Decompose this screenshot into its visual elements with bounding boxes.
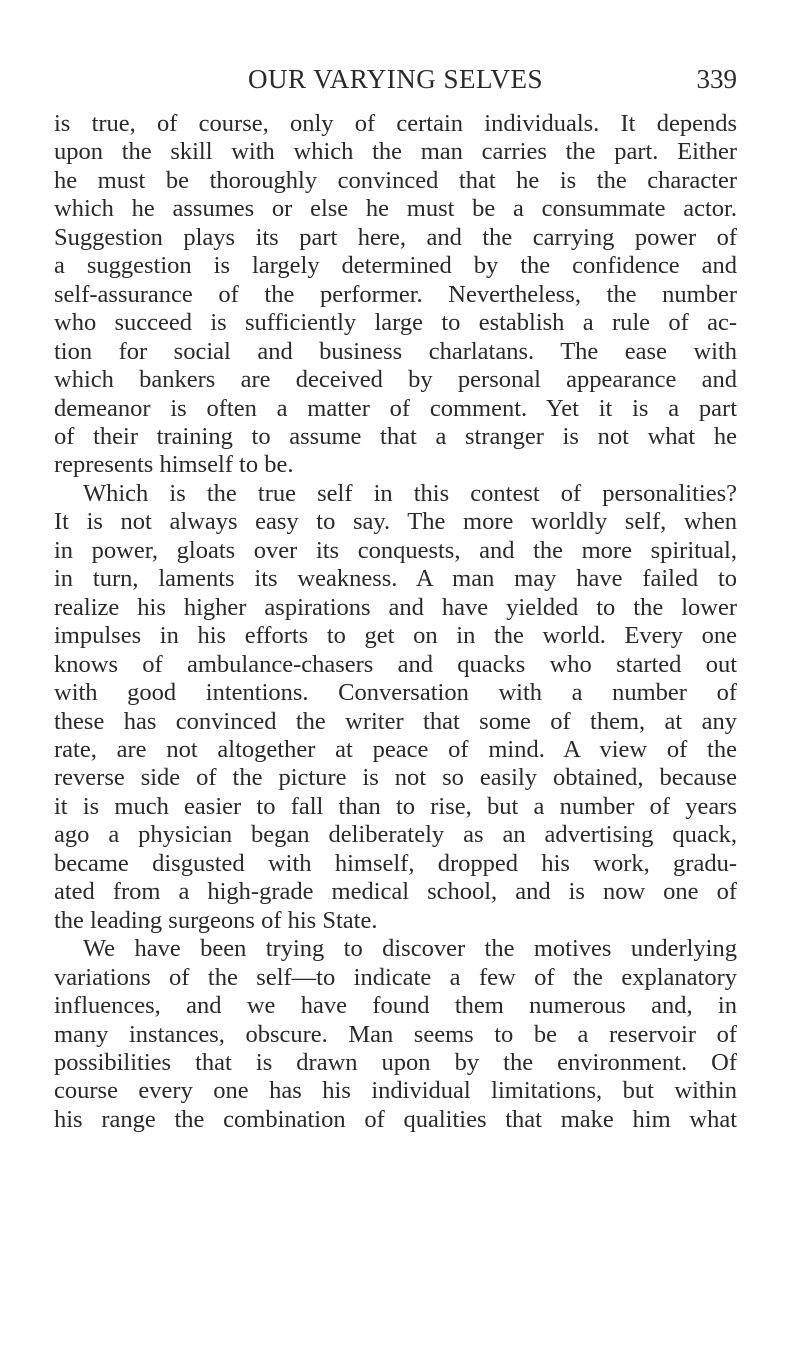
text-line: influences, and we have found them numerous and, in (54, 992, 737, 1020)
text-line: in power, gloats over its conquests, and the more spiritual, (54, 536, 737, 564)
text-line: which he assumes or else he must be a consummate actor. (54, 195, 737, 223)
text-line: ago a physician began deliberately as an advertising quack, (54, 821, 737, 849)
text-line: is true, of course, only of certain individuals. It depends (54, 110, 737, 137)
text-line: realize his higher aspirations and have yielded to the lower (54, 593, 737, 621)
text-line: impulses in his efforts to get on in the world. Every one (54, 622, 737, 650)
text-line: course every one has his individual limitations, but within (54, 1077, 737, 1105)
text-line: which bankers are deceived by personal appearance and (54, 366, 737, 394)
text-line: Suggestion plays its part here, and the carrying power of (54, 223, 737, 251)
page-header (54, 62, 737, 96)
page-number: 339 (696, 64, 737, 94)
text-line: demeanor is often a matter of comment. Yet it is a part (54, 394, 737, 422)
running-head: OUR VARYING SELVES (247, 64, 544, 94)
text-line: with good intentions. Conversation with a number of (54, 679, 737, 707)
text-line: Which is the true self in this contest of personalities? (83, 479, 737, 507)
text-line: a suggestion is largely determined by the confidence and (54, 252, 737, 280)
text-line: in turn, laments its weakness. A man may have failed to (54, 565, 737, 593)
text-line: upon the skill with which the man carries the part. Either (54, 138, 737, 166)
text-line: self-assurance of the performer. Nevertheless, the number (54, 280, 737, 308)
text-line: his range the combination of qualities that make him what (54, 1105, 737, 1133)
text-line: rate, are not altogether at peace of mind. A view of the (54, 735, 737, 763)
text-line: It is not always easy to say. The more worldly self, when (54, 508, 737, 536)
text-line: the leading surgeons of his State. (54, 906, 378, 934)
text-line: reverse side of the picture is not so easily obtained, because (54, 764, 737, 792)
body-text (54, 110, 737, 1134)
text-line: possibilities that is drawn upon by the environment. Of (54, 1048, 737, 1076)
text-line: it is much easier to fall than to rise, but a number of years (54, 792, 737, 820)
text-line: of their training to assume that a stranger is not what he (54, 422, 737, 450)
text-line: became disgusted with himself, dropped his work, gradu- (54, 849, 737, 877)
text-line: these has convinced the writer that some of them, at any (54, 707, 737, 735)
text-line: We have been trying to discover the motives underlying (83, 935, 737, 963)
text-line: represents himself to be. (54, 451, 294, 479)
text-line: who succeed is sufficiently large to establish a rule of ac- (54, 309, 737, 337)
text-line: ated from a high-grade medical school, and is now one of (54, 878, 737, 906)
text-line: he must be thoroughly convinced that he is the character (54, 166, 737, 194)
text-line: variations of the self—to indicate a few of the explanatory (54, 963, 737, 991)
text-line: many instances, obscure. Man seems to be a reservoir of (54, 1020, 737, 1048)
text-line: tion for social and business charlatans. The ease with (54, 337, 737, 365)
text-line: knows of ambulance-chasers and quacks who started out (54, 650, 737, 678)
